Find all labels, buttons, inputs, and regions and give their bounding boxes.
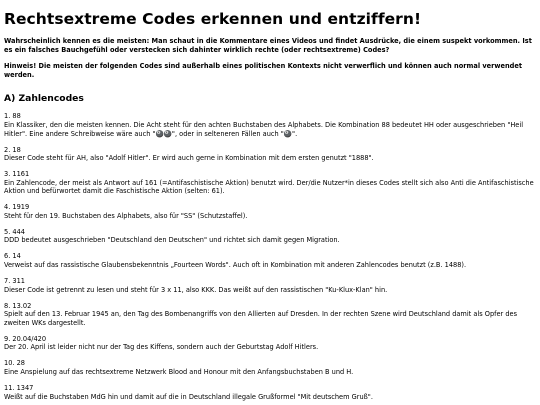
intro-paragraph: Wahrscheinlich kennen es die meisten: Man schaut in die Kommentare eines Videos und findet Ausdrücke, die einem suspekt vorkommen. Ist es ein falsches Bauchgefühl oder verstecken sich dahinter wirklich rechte (oder rechtsextreme) Codes? [4, 37, 532, 54]
list-item [4, 302, 536, 328]
code-number: 7. 311 [4, 277, 25, 286]
page-title: Rechtsextreme Codes erkennen und entziffern! [4, 10, 422, 28]
code-number: 3. 1161 [4, 170, 30, 179]
list-item [4, 203, 536, 220]
code-number: 9. 20.04/420 [4, 334, 47, 343]
list-item [4, 335, 536, 352]
list-item [4, 252, 536, 269]
list-item [4, 112, 536, 138]
section-heading: A) Zahlencodes [4, 93, 84, 105]
list-item [4, 228, 536, 245]
code-description: Verweist auf das rassistische Glaubensbekenntnis „Fourteen Words". Auch oft in Kombination mit anderen Zahlencodes benutzt (z.B. 1488). [4, 261, 467, 270]
list-item [4, 277, 536, 294]
code-description: Eine Anspielung auf das rechtsextreme Netzwerk Blood and Honour mit den Anfangsbuchstaben B und H. [4, 367, 354, 376]
list-item [4, 359, 536, 376]
code-list [4, 112, 536, 401]
code-description: Dieser Code ist getrennt zu lesen und steht für 3 x 11, also KKK. Das weißt auf den rassistischen "Ku-Klux-Klan" hin. [4, 285, 388, 294]
code-number: 10. 28 [4, 359, 25, 368]
hint-paragraph: Hinweis! Die meisten der folgenden Codes sind außerhalb eines politischen Kontexts nicht verwerflich und können auch normal verwendet werden. [4, 62, 522, 79]
code-number: 2. 18 [4, 145, 21, 154]
code-description: Weißt auf die Buchstaben MdG hin und damit auf die in Deutschland illegale Grußformel "Mit deutschem Gruß". [4, 392, 373, 401]
code-number: 1. 88 [4, 112, 21, 121]
code-description: Dieser Code steht für AH, also "Adolf Hitler". Er wird auch gerne in Kombination mit dem ersten genutzt "1888". [4, 154, 374, 163]
code-number: 6. 14 [4, 252, 21, 261]
code-description: Ein Klassiker, den die meisten kennen. Die Acht steht für den achten Buchstaben des Alphabets. Die Kombination 88 bedeutet HH oder ausgeschrieben "Heil Hitler". Eine andere Schreibweise wäre auch "🎱🎱", oder in selteneren Fällen auch "🎱". [4, 120, 524, 138]
list-item [4, 146, 536, 163]
code-description: Steht für den 19. Buchstaben des Alphabets, also für "SS" (Schutzstaffel). [4, 211, 248, 220]
code-description: Der 20. April ist leider nicht nur der Tag des Kiffens, sondern auch der Geburtstag Adolf Hitlers. [4, 343, 319, 352]
code-number: 5. 444 [4, 227, 25, 236]
code-number: 8. 13.02 [4, 301, 32, 310]
list-item [4, 384, 536, 401]
code-number: 4. 1919 [4, 203, 30, 212]
code-number: 11. 1347 [4, 383, 34, 392]
code-description: DDD bedeutet ausgeschrieben "Deutschland den Deutschen" und richtet sich damit gegen Migration. [4, 236, 340, 245]
code-description: Ein Zahlencode, der meist als Antwort auf 161 (=Antifaschistische Aktion) benutzt wird. Der/die Nutzer*in dieses Codes stellt sich also Anti die Antifaschistische Aktion und befürwortet damit die Faschistische Aktion (selten: 61). [4, 178, 534, 196]
code-description: Spielt auf den 13. Februar 1945 an, den Tag des Bombenangriffs von den Allierten auf Dresden. In der rechten Szene wird Deutschland damit als Opfer des zweiten WKs dargestellt. [4, 310, 518, 327]
list-item [4, 170, 536, 196]
